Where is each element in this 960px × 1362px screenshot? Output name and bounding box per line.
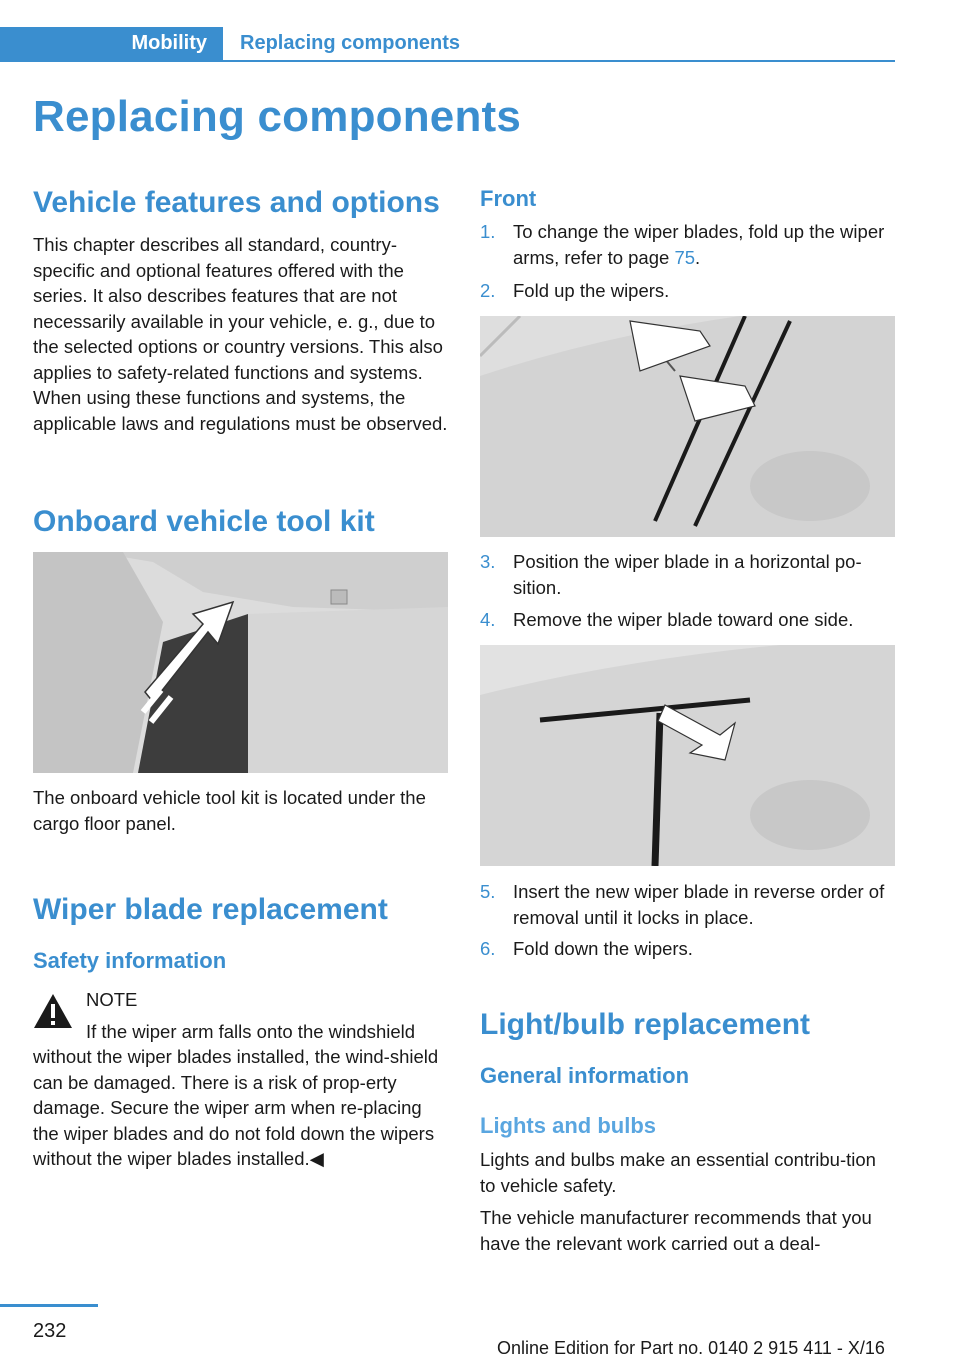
wiper-blade-horizontal-drawing: [480, 645, 895, 866]
list-item: [480, 936, 895, 962]
edition-line: Online Edition for Part no. 0140 2 915 411 - X/16: [497, 1338, 885, 1358]
list-item: [480, 278, 895, 304]
subheading-safety-information: Safety information: [33, 948, 227, 973]
list-item: [480, 879, 895, 931]
page-number: 232: [33, 1320, 67, 1342]
note-text-first-line: If the wiper arm falls onto the windshield: [86, 1021, 416, 1042]
step-text: To change the wiper blades, fold up the wiper arms, refer to page 75.: [513, 221, 885, 268]
chapter-header: [0, 27, 895, 61]
section-tab-replacing-components[interactable]: Replacing components: [240, 32, 461, 54]
wiper-fold-up-illustration: [480, 316, 895, 537]
list-item: [480, 219, 895, 271]
vehicle-features-body: This chapter describes all standard, country-specific and optional features offered with the series. It also describes features that are not necessarily available in your vehicle, e. g., due to the selected options or country versions. This also applies to safety-related functions and systems. When using these functions and systems, the applicable laws and regulations must be observed.: [33, 234, 448, 434]
page-title: Replacing components: [33, 92, 522, 141]
note-label: NOTE: [86, 989, 138, 1010]
step-text: Position the wiper blade in a horizontal po-sition.: [513, 551, 862, 598]
header-rule: [0, 60, 895, 62]
heading-light-bulb-replacement: Light/bulb replacement: [480, 1008, 811, 1041]
warning-triangle-icon: [33, 993, 73, 1029]
list-item: [480, 549, 895, 601]
lights-para-1: Lights and bulbs make an essential contribu-tion to vehicle safety.: [480, 1149, 876, 1196]
step-number: 2.: [480, 280, 496, 301]
subheading-front: Front: [480, 186, 537, 211]
page-link-75[interactable]: 75: [674, 246, 696, 268]
tool-kit-illustration: [33, 552, 448, 773]
step-text: Fold down the wipers.: [513, 938, 693, 959]
footer-rule: [0, 1304, 98, 1307]
step-number: 6.: [480, 938, 496, 959]
subheading-lights-and-bulbs: Lights and bulbs: [480, 1113, 656, 1138]
heading-vehicle-features: Vehicle features and options: [33, 186, 440, 219]
list-item: [480, 607, 895, 633]
step-text: Insert the new wiper blade in reverse order of removal until it locks in place.: [513, 881, 885, 928]
step-number: 1.: [480, 221, 496, 242]
tool-kit-body: The onboard vehicle tool kit is located under the cargo floor panel.: [33, 787, 426, 834]
heading-tool-kit: Onboard vehicle tool kit: [33, 505, 375, 538]
cargo-floor-drawing: [33, 552, 448, 773]
step-text: Remove the wiper blade toward one side.: [513, 609, 854, 630]
step-number: 5.: [480, 881, 496, 902]
chapter-tab-mobility[interactable]: Mobility: [0, 27, 223, 60]
note-text-rest: without the wiper blades installed, the wind-shield can be damaged. There is a risk of prop-erty damage. Secure the wiper arm when re-placing the wiper blades and do not fold down the wipers without the wiper blades installed.◀: [33, 1046, 439, 1169]
subheading-general-information: General information: [480, 1063, 690, 1088]
heading-wiper-replacement: Wiper blade replacement: [33, 893, 388, 926]
step-number: 3.: [480, 551, 496, 572]
step-text: Fold up the wipers.: [513, 280, 670, 301]
windshield-wipers-up-drawing: [480, 316, 895, 537]
step-number: 4.: [480, 609, 496, 630]
lights-para-2: The vehicle manufacturer recommends that you have the relevant work carried out a deal-: [480, 1207, 872, 1254]
wiper-remove-illustration: [480, 645, 895, 866]
